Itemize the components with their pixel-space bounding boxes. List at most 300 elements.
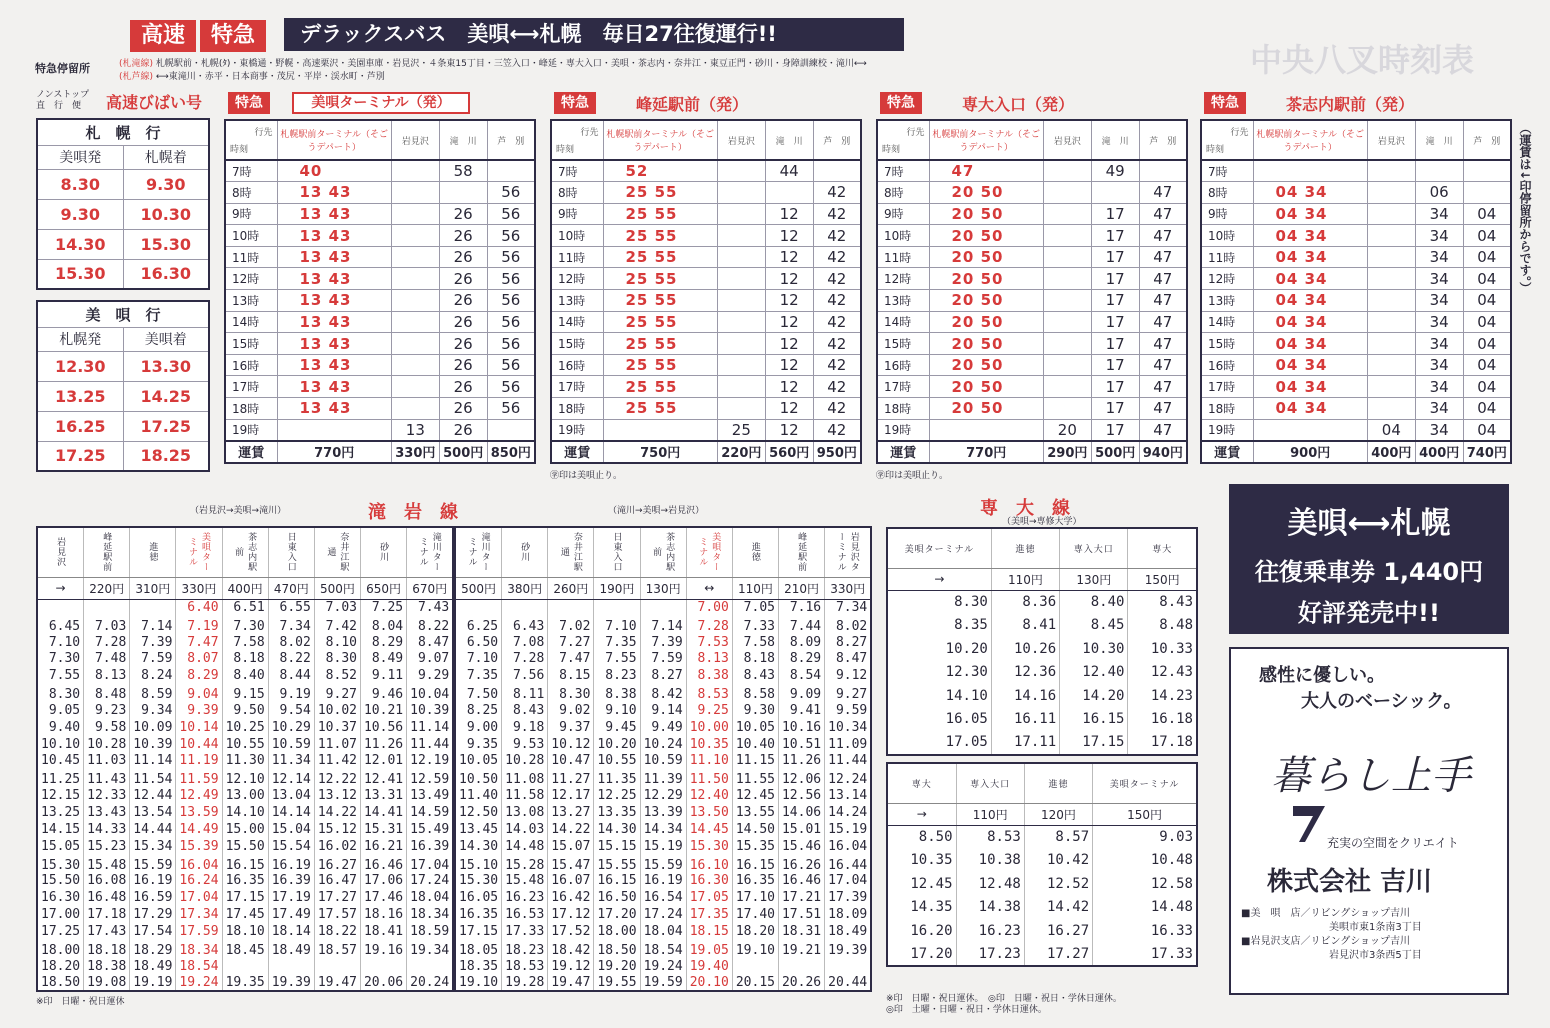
trip-time: 14.34	[640, 821, 686, 838]
trip-time: 17.59	[176, 923, 222, 940]
express-hour-row	[877, 268, 1187, 290]
fare-side-note: （運賃は↓印停留所からです。）	[1518, 122, 1532, 295]
departure-minutes: 13 43	[277, 333, 391, 355]
departure-minutes	[717, 246, 765, 268]
trip-time: 7.30	[37, 651, 84, 668]
stop-header: 進徳	[130, 527, 176, 577]
stop-fare: 330円	[176, 577, 222, 599]
trip-time: 7.48	[84, 651, 130, 668]
bleed-through-text: 中央八叉時刻表	[1250, 41, 1475, 79]
departure-minutes: 13 43	[277, 290, 391, 312]
stop-fare: ↔	[686, 577, 732, 599]
fare-value: 950円	[813, 441, 861, 463]
trip-time: 11.43	[84, 769, 130, 787]
trip-time: 19.35	[222, 975, 268, 992]
stop-header: 岩見沢	[37, 527, 84, 577]
departure-minutes: 13 43	[277, 225, 391, 247]
trip-time: 8.11	[502, 684, 548, 702]
trip-time: 16.15	[594, 873, 640, 890]
departure-minutes: 04	[1463, 268, 1511, 290]
trip-time: 17.15	[1060, 731, 1128, 755]
express-hour-row	[551, 160, 861, 182]
express-col-header: 滝 川	[765, 120, 813, 160]
trip-time: 15.59	[640, 855, 686, 873]
departure-minutes: 56	[487, 333, 535, 355]
express-hour-row	[225, 225, 535, 247]
hour-label: 9時	[551, 203, 603, 225]
hour-label: 10時	[225, 225, 277, 247]
express-header-row	[225, 120, 535, 160]
stop-header: 砂川	[360, 527, 406, 577]
nonstop-time: 8.30	[37, 169, 123, 199]
trip-time: 12.29	[640, 787, 686, 804]
trip-time: 9.05	[37, 702, 84, 719]
line-trip-row	[37, 684, 453, 702]
trip-time: 14.35	[887, 896, 956, 920]
express-hour-row	[551, 354, 861, 376]
departure-minutes	[1043, 398, 1091, 420]
express-hour-row	[1201, 419, 1511, 441]
trip-time: 7.59	[640, 651, 686, 668]
trip-time: 14.16	[991, 684, 1059, 708]
stop-fare: 310円	[130, 577, 176, 599]
trip-time: 17.05	[887, 731, 991, 755]
departure-minutes: 17	[1091, 311, 1139, 333]
line-trip-row	[37, 787, 453, 804]
nonstop-time: 9.30	[37, 199, 123, 229]
trip-time: 16.35	[455, 906, 502, 923]
line-trip-row	[37, 702, 453, 719]
trip-time	[502, 599, 548, 616]
trip-time: 11.08	[502, 769, 548, 787]
trip-time: 8.30	[314, 651, 360, 668]
trip-time: 16.11	[991, 708, 1059, 732]
trip-time: 17.43	[84, 923, 130, 940]
departure-minutes	[603, 419, 717, 441]
trip-time: 16.19	[268, 855, 314, 873]
departure-minutes	[1367, 311, 1415, 333]
trip-time: 12.45	[887, 872, 956, 896]
fare-label: 運賃	[225, 441, 277, 463]
trip-time: 12.59	[407, 769, 454, 787]
stop-header: 茶志内駅前	[222, 527, 268, 577]
departure-minutes: 25 55	[603, 333, 717, 355]
stop-header: 進徳	[991, 528, 1059, 568]
trip-time: 16.02	[314, 838, 360, 855]
hour-label: 15時	[1201, 333, 1253, 355]
dest-label: 行先	[580, 128, 599, 138]
trip-time: 12.33	[84, 787, 130, 804]
trip-time: 15.31	[360, 821, 406, 838]
trip-time	[548, 599, 594, 616]
departure-minutes: 20 50	[929, 354, 1043, 376]
trip-time	[84, 599, 130, 616]
trip-time: 10.05	[455, 753, 502, 770]
departure-minutes: 20 50	[929, 225, 1043, 247]
express-hour-row	[877, 160, 1187, 182]
trip-time: 11.15	[732, 753, 778, 770]
nonstop-time: 14.25	[123, 381, 209, 411]
express-hour-row	[1201, 376, 1511, 398]
takiwa-note: ※印 日曜・祝日運休	[36, 997, 125, 1007]
takiwa-dir-right: （滝川→美唄→岩見沢）	[608, 506, 705, 516]
trip-time: 9.39	[176, 702, 222, 719]
trip-time: 17.33	[502, 923, 548, 940]
company-name: 株式会社 吉川	[1267, 867, 1433, 897]
line-trip-row	[37, 719, 453, 736]
fare-value: 500円	[439, 441, 487, 463]
departure-minutes: 12	[765, 311, 813, 333]
trip-time: 13.39	[640, 804, 686, 821]
trip-time: 8.57	[1024, 825, 1092, 849]
trip-time: 8.48	[84, 684, 130, 702]
hour-label: 17時	[225, 376, 277, 398]
trip-time	[455, 599, 502, 616]
departure-minutes: 04 34	[1253, 333, 1367, 355]
line-trip-row	[37, 804, 453, 821]
trip-time: 9.54	[268, 702, 314, 719]
departure-minutes: 13 43	[277, 182, 391, 204]
trip-time: 7.44	[778, 616, 824, 634]
departure-minutes	[717, 182, 765, 204]
departure-minutes	[1415, 160, 1463, 182]
trip-time: 7.10	[37, 634, 84, 651]
trip-time: 8.23	[594, 667, 640, 684]
express-hour-row	[1201, 203, 1511, 225]
departure-minutes: 20 50	[929, 376, 1043, 398]
line-trip-row	[887, 731, 1197, 755]
trip-time: 16.08	[84, 873, 130, 890]
departure-minutes: 56	[487, 268, 535, 290]
trip-time: 9.30	[732, 702, 778, 719]
trip-time: 18.41	[360, 923, 406, 940]
trip-time: 10.24	[640, 736, 686, 753]
departure-minutes	[1043, 182, 1091, 204]
trip-time: 19.10	[455, 975, 502, 992]
departure-minutes: 26	[439, 225, 487, 247]
trip-time: 13.55	[732, 804, 778, 821]
departure-minutes: 47	[1139, 398, 1187, 420]
trip-time: 15.49	[407, 821, 454, 838]
trip-time: 10.20	[594, 736, 640, 753]
trip-time: 9.07	[407, 651, 454, 668]
trip-time: 18.10	[222, 923, 268, 940]
trip-time: 14.59	[407, 804, 454, 821]
trip-time: 13.04	[268, 787, 314, 804]
stop-header: 奈井江駅通	[548, 527, 594, 577]
departure-minutes: 47	[1139, 203, 1187, 225]
senda-dir: （美唄→専修大学）	[1002, 517, 1082, 527]
trip-time: 14.30	[455, 838, 502, 855]
trip-time: 10.14	[176, 719, 222, 736]
line-trip-row	[455, 769, 871, 787]
line-trip-row	[37, 736, 453, 753]
trip-time: 10.35	[887, 849, 956, 873]
nonstop-label	[36, 90, 89, 112]
trip-time: 18.00	[594, 923, 640, 940]
hour-label: 10時	[877, 225, 929, 247]
trip-time: 18.53	[502, 958, 548, 975]
express-col-header: 札幌駅前ターミナル（そごうデパート）	[603, 120, 717, 160]
trip-time: 16.39	[268, 873, 314, 890]
nonstop-col-depart: 美唄発	[37, 145, 123, 169]
trip-time: 15.04	[268, 821, 314, 838]
trip-time: 14.10	[887, 684, 991, 708]
trip-time: 7.56	[502, 667, 548, 684]
line-trip-row	[37, 651, 453, 668]
trip-time: 16.26	[778, 855, 824, 873]
trip-time: 15.28	[502, 855, 548, 873]
departure-minutes: 47	[1139, 376, 1187, 398]
highway-tag: 高速	[130, 20, 196, 52]
departure-minutes	[439, 182, 487, 204]
departure-minutes: 12	[765, 419, 813, 441]
trip-time: 12.15	[37, 787, 84, 804]
departure-minutes: 20 50	[929, 311, 1043, 333]
stop-fare: 110円	[732, 577, 778, 599]
departure-minutes	[717, 268, 765, 290]
trip-time: 18.49	[825, 923, 872, 940]
departure-minutes: 42	[813, 398, 861, 420]
trip-time: 8.40	[222, 667, 268, 684]
trip-time: 17.29	[130, 906, 176, 923]
company-catch-1: 感性に優しい。	[1259, 665, 1385, 686]
line-trip-row	[37, 923, 453, 940]
express-hour-row	[1201, 246, 1511, 268]
trip-time: 9.14	[640, 702, 686, 719]
trip-time: 7.02	[548, 616, 594, 634]
trip-time: 18.05	[455, 940, 502, 958]
departure-minutes: 47	[1139, 246, 1187, 268]
hour-label: 18時	[225, 398, 277, 420]
trip-time: 15.07	[548, 838, 594, 855]
line-trip-row	[37, 873, 453, 890]
line-trip-row	[455, 651, 871, 668]
departure-minutes: 47	[929, 160, 1043, 182]
line-header-row	[455, 527, 871, 577]
stop-fare: 260円	[548, 577, 594, 599]
trip-time: 8.30	[887, 590, 991, 614]
trip-time: 13.50	[686, 804, 732, 821]
line-trip-row	[37, 616, 453, 634]
trip-time: 16.59	[130, 889, 176, 906]
trip-time: 6.43	[502, 616, 548, 634]
express-hour-row	[1201, 160, 1511, 182]
line-trip-row	[455, 787, 871, 804]
departure-minutes: 20 50	[929, 290, 1043, 312]
trip-time: 15.34	[130, 838, 176, 855]
trip-time: 17.21	[778, 889, 824, 906]
express-hour-row	[1201, 225, 1511, 247]
trip-time: 16.23	[502, 889, 548, 906]
trip-time: 15.47	[548, 855, 594, 873]
departure-minutes: 26	[439, 333, 487, 355]
departure-minutes: 20 50	[929, 203, 1043, 225]
trip-time: 16.42	[548, 889, 594, 906]
trip-time: 8.43	[1128, 590, 1197, 614]
trip-time: 19.39	[268, 975, 314, 992]
departure-minutes: 47	[1139, 290, 1187, 312]
line-trip-row	[455, 804, 871, 821]
nonstop-col-arrive: 美唄着	[123, 327, 209, 351]
trip-time: 14.30	[594, 821, 640, 838]
trip-time: 7.42	[314, 616, 360, 634]
trip-time: 16.30	[37, 889, 84, 906]
trip-time: 10.04	[407, 684, 454, 702]
trip-time: 15.54	[268, 838, 314, 855]
trip-time: 13.25	[37, 804, 84, 821]
departure-minutes: 20 50	[929, 268, 1043, 290]
trip-time: 12.52	[1024, 872, 1092, 896]
line1-stops: 札幌駅前・札幌(ﾀ)・東橋通・野幌・高速栗沢・美園車庫・岩見沢・４条東15丁目・三笠入口・峰延・専大入口・美唄・茶志内・奈井江・東豆正門・砂川・身障訓練校・滝川⟷	[155, 59, 867, 69]
trip-time: 18.34	[407, 906, 454, 923]
express-stop-title: 美唄ターミナル（発）	[292, 92, 470, 114]
departure-minutes: 04	[1463, 225, 1511, 247]
departure-minutes: 12	[765, 290, 813, 312]
trip-time: 16.18	[1128, 708, 1197, 732]
trip-time: 9.35	[455, 736, 502, 753]
express-hour-row	[225, 246, 535, 268]
departure-minutes	[1253, 160, 1367, 182]
trip-time: 17.20	[594, 906, 640, 923]
departure-minutes: 04	[1463, 354, 1511, 376]
trip-time: 16.15	[1060, 708, 1128, 732]
departure-minutes	[391, 182, 439, 204]
time-label: 時刻	[556, 145, 575, 155]
departure-minutes: 25 55	[603, 246, 717, 268]
departure-minutes: 34	[1415, 376, 1463, 398]
departure-minutes: 34	[1415, 419, 1463, 441]
departure-minutes: 56	[487, 203, 535, 225]
trip-time: 8.38	[594, 684, 640, 702]
line-trip-row	[887, 637, 1197, 661]
departure-minutes: 26	[439, 354, 487, 376]
stop-header: 美唄ターミナル	[887, 528, 991, 568]
departure-minutes: 13 43	[277, 376, 391, 398]
line-header-row	[37, 527, 453, 577]
trip-time: 6.55	[268, 599, 314, 616]
hour-label: 16時	[1201, 354, 1253, 376]
trip-time: 19.21	[778, 940, 824, 958]
departure-minutes: 17	[1091, 419, 1139, 441]
trip-time	[778, 958, 824, 975]
departure-minutes: 42	[813, 419, 861, 441]
trip-time: 7.50	[455, 684, 502, 702]
line-trip-row	[455, 616, 871, 634]
nonstop-title-row	[37, 301, 209, 327]
trip-time: 8.49	[360, 651, 406, 668]
stop-fare: 130円	[640, 577, 686, 599]
express-hour-row	[225, 268, 535, 290]
trip-time	[37, 599, 84, 616]
departure-minutes: 20 50	[929, 182, 1043, 204]
trip-time: 14.06	[778, 804, 824, 821]
trip-time: 18.23	[502, 940, 548, 958]
departure-minutes: 12	[765, 246, 813, 268]
trip-time: 17.00	[37, 906, 84, 923]
dest-label: 行先	[254, 128, 273, 138]
departure-minutes: 04 34	[1253, 290, 1367, 312]
departure-minutes: 12	[765, 225, 813, 247]
express-hour-row	[1201, 311, 1511, 333]
trip-time: 18.16	[360, 906, 406, 923]
stop-header: 専入大口	[956, 763, 1024, 803]
nonstop-row	[37, 199, 209, 229]
line-trip-row	[455, 599, 871, 616]
express-note: ㊫印は美唄止り。	[550, 471, 623, 481]
departure-minutes	[1367, 398, 1415, 420]
trip-time: 12.19	[407, 753, 454, 770]
trip-time: 11.25	[37, 769, 84, 787]
senda-down-table	[886, 762, 1198, 967]
nonstop-row	[37, 229, 209, 259]
trip-time: 17.04	[407, 855, 454, 873]
trip-time: 8.38	[686, 667, 732, 684]
trip-time: 19.59	[640, 975, 686, 992]
departure-minutes	[1367, 333, 1415, 355]
departure-minutes	[717, 333, 765, 355]
trip-time: 17.35	[686, 906, 732, 923]
trip-time: 15.30	[37, 855, 84, 873]
stop-fare: 220円	[84, 577, 130, 599]
trip-time: 19.39	[825, 940, 872, 958]
express-hour-row	[551, 225, 861, 247]
trip-time: 8.41	[991, 614, 1059, 638]
trip-time: 10.55	[594, 753, 640, 770]
fare-label: 運賃	[551, 441, 603, 463]
departure-minutes: 26	[439, 268, 487, 290]
line-trip-row	[455, 889, 871, 906]
stop-header: 進徳	[732, 527, 778, 577]
fare-label: 運賃	[1201, 441, 1253, 463]
trip-time: 8.22	[407, 616, 454, 634]
trip-time: 15.30	[455, 873, 502, 890]
trip-time: 8.29	[360, 634, 406, 651]
departure-minutes: 42	[813, 246, 861, 268]
trip-time: 9.12	[825, 667, 872, 684]
hour-label: 7時	[225, 160, 277, 182]
trip-time: 8.53	[686, 684, 732, 702]
trip-time: 20.26	[778, 975, 824, 992]
trip-time: 8.18	[732, 651, 778, 668]
departure-minutes: 04 34	[1253, 246, 1367, 268]
trip-time: 14.48	[1093, 896, 1197, 920]
express-hour-row	[1201, 333, 1511, 355]
trip-time: 14.48	[502, 838, 548, 855]
trip-time: 16.05	[887, 708, 991, 732]
line-fare-row	[887, 568, 1197, 590]
trip-time: 9.15	[222, 684, 268, 702]
trip-time: 15.05	[37, 838, 84, 855]
hour-label: 9時	[1201, 203, 1253, 225]
trip-time: 8.04	[360, 616, 406, 634]
trip-time: 7.00	[686, 599, 732, 616]
departure-minutes	[1367, 290, 1415, 312]
trip-time: 17.33	[1093, 943, 1197, 967]
trip-time: 9.04	[176, 684, 222, 702]
nonstop-direction: 美 唄 行	[37, 301, 209, 327]
trip-time: 11.27	[548, 769, 594, 787]
trip-time: 16.46	[360, 855, 406, 873]
trip-time: 11.59	[176, 769, 222, 787]
trip-time: 7.58	[222, 634, 268, 651]
trip-time: 15.46	[778, 838, 824, 855]
trip-time: 10.26	[991, 637, 1059, 661]
trip-time: 12.36	[991, 661, 1059, 685]
senda-note-1: ※印 日曜・祝日運休。 ◎印 日曜・祝日・学休日運休。	[886, 994, 1122, 1004]
trip-time: 16.33	[1093, 919, 1197, 943]
company-logo-icon	[1291, 804, 1327, 844]
